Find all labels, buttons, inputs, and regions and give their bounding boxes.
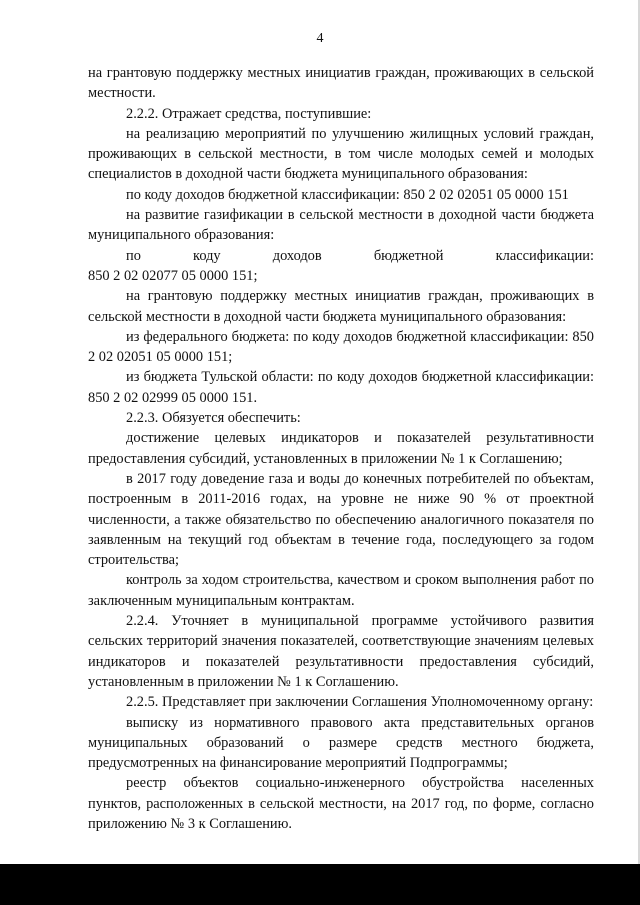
paragraph-9: из федерального бюджета: по коду доходов бюджетной классификации: 850 2 02 02051 05 0000 151; [88, 328, 594, 366]
paragraph-13: в 2017 году доведение газа и воды до конечных потребителей по объектам, построенным в 2011-2016 годах, на уровне не ниже 90 % от проектной численности, а также обязательство по обеспечению аналогичного показателя по заявленным на текущий год объектам в течение года, последующего за годом строительства; [88, 470, 594, 569]
paragraph-17: выписку из нормативного правового акта представительных органов муниципальных образований о размере средств местного бюджета, предусмотренных на финансирование мероприятий Подпрограммы; [88, 714, 594, 772]
paragraph-3: на реализацию мероприятий по улучшению жилищных условий граждан, проживающих в сельской местности, в том числе молодых семей и молодых специалистов в доходной части бюджета муниципального образования: [88, 125, 594, 183]
paragraph-2: 2.2.2. Отражает средства, поступившие: [126, 105, 372, 122]
paragraph-11: 2.2.3. Обязуется обеспечить: [126, 410, 301, 427]
paragraph-15: 2.2.4. Уточняет в муниципальной программе устойчивого развития сельских территорий значения показателей, соответствующие значениям целевых индикаторов и показателей результативности предоставления субсидий, установленным в приложении № 1 к Соглашению. [88, 613, 594, 690]
paragraph-10: из бюджета Тульской области: по коду доходов бюджетной классификации: 850 2 02 02999 05 0000 151. [88, 369, 594, 406]
paragraph-14: контроль за ходом строительства, качеством и сроком выполнения работ по заключенным муниципальным контрактам. [88, 572, 594, 609]
paragraph-12: достижение целевых индикаторов и показателей результативности предоставления субсидий, установленных в приложении № 1 к Соглашению; [88, 430, 594, 467]
paragraph-4: по коду доходов бюджетной классификации: 850 2 02 02051 05 0000 151 [126, 186, 569, 203]
paragraph-7: 850 2 02 02077 05 0000 151; [88, 267, 258, 284]
paragraph-8: на грантовую поддержку местных инициатив граждан, проживающих в сельской местности в доходной части бюджета муниципального образования: [88, 288, 594, 325]
document-body [88, 63, 594, 834]
scan-bottom-band [0, 864, 640, 905]
page-number: 4 [316, 31, 324, 46]
paragraph-5: на развитие газификации в сельской местности в доходной части бюджета муниципального образования: [88, 207, 594, 244]
paragraph-1: на грантовую поддержку местных инициатив граждан, проживающих в сельской местности. [88, 65, 594, 102]
paragraph-16: 2.2.5. Представляет при заключении Соглашения Уполномоченному органу: [126, 694, 594, 711]
paragraph-18: реестр объектов социально-инженерного обустройства населенных пунктов, расположенных в сельской местности, на 2017 год, по форме, согласно приложению № 3 к Соглашению. [88, 775, 594, 832]
paragraph-6: по коду доходов бюджетной классификации: [126, 247, 594, 264]
